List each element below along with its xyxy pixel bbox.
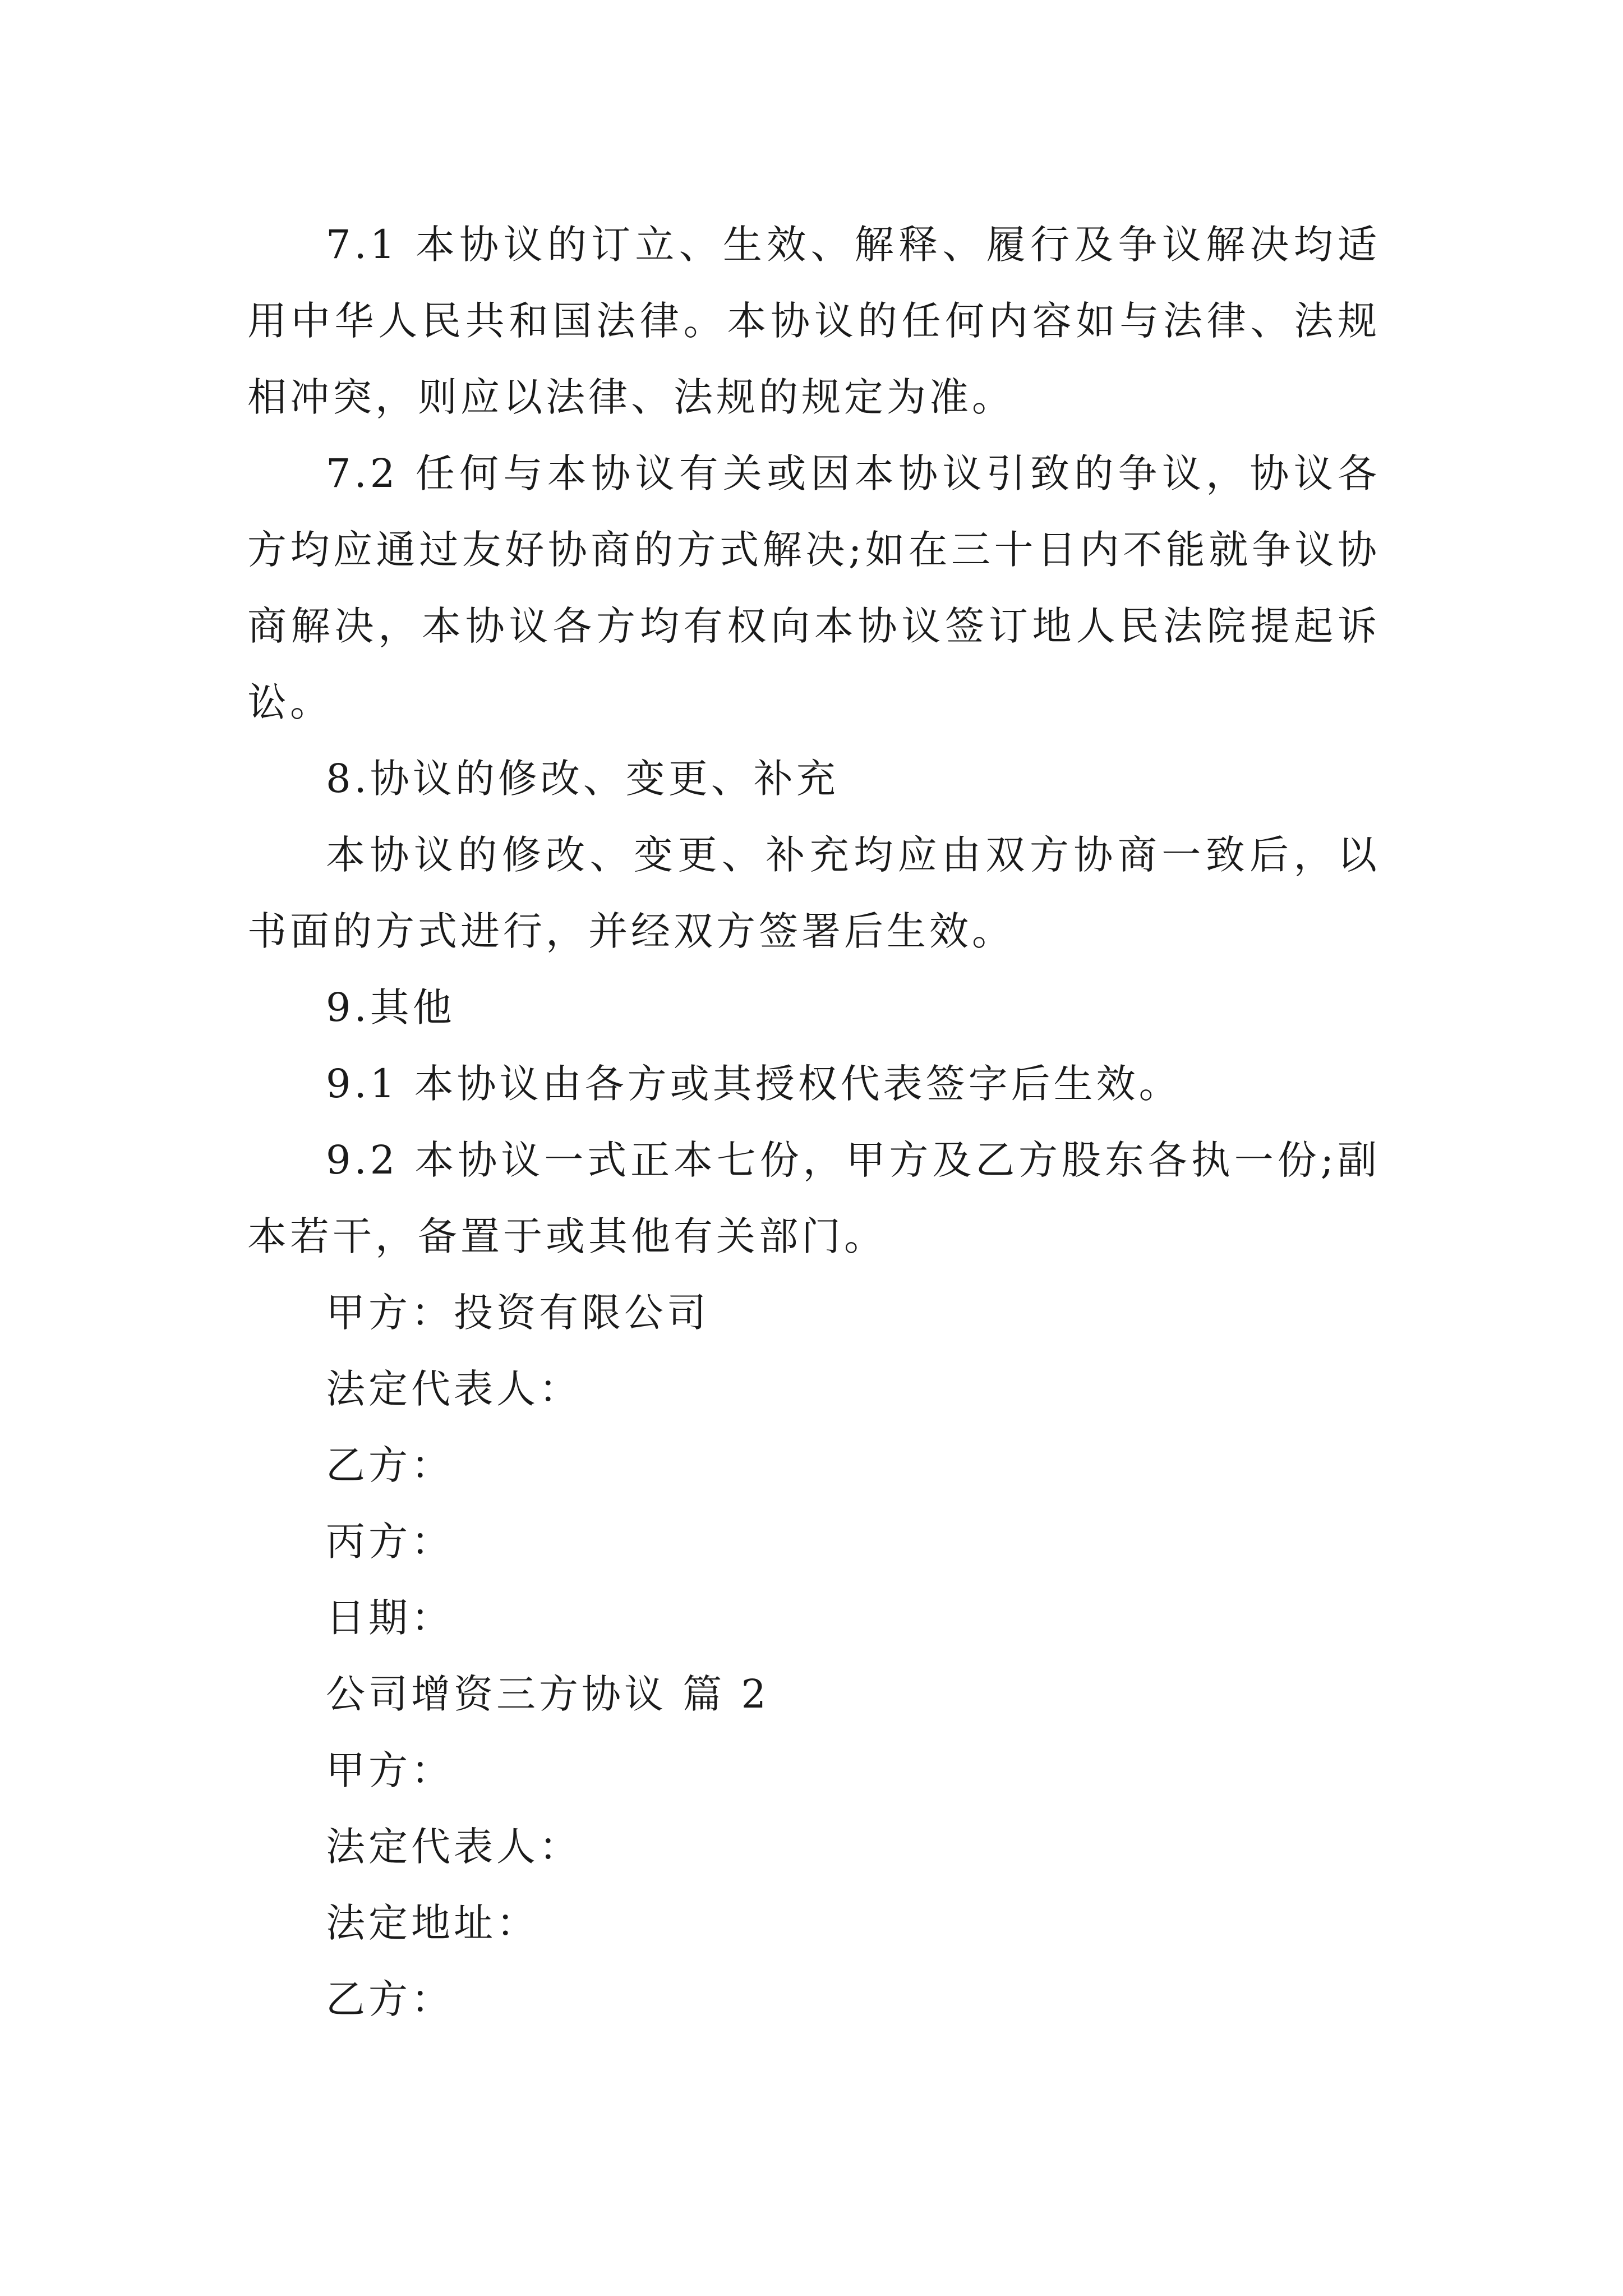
section-heading-8: 8.协议的修改、变更、补充 xyxy=(326,756,839,802)
legal-address-line: 法定地址： xyxy=(326,1900,539,1946)
document-body xyxy=(247,206,1380,2037)
clause-9-2: 9.2 本协议一式正本七份，甲方及乙方股东各执一份;副本若干，备置于或其他有关部门。 xyxy=(247,1137,1380,1259)
clause-7-2: 7.2 任何与本协议有关或因本协议引致的争议，协议各方均应通过友好协商的方式解决;如在三十日内不能就争议协商解决，本协议各方均有权向本协议签订地人民法院提起诉讼。 xyxy=(247,450,1380,725)
party-a-line-2: 甲方： xyxy=(326,1747,454,1793)
legal-representative-line: 法定代表人： xyxy=(326,1366,582,1412)
agreement-2-title: 公司增资三方协议 篇 2 xyxy=(326,1671,770,1717)
clause-8-body: 本协议的修改、变更、补充均应由双方协商一致后，以书面的方式进行，并经双方签署后生效。 xyxy=(247,832,1380,954)
clause-9-1: 9.1 本协议由各方或其授权代表签字后生效。 xyxy=(326,1061,1182,1107)
date-line: 日期： xyxy=(326,1595,454,1641)
section-heading-9: 9.其他 xyxy=(326,984,455,1030)
legal-representative-line-2: 法定代表人： xyxy=(326,1824,582,1870)
party-b-line: 乙方： xyxy=(326,1442,454,1488)
clause-7-1: 7.1 本协议的订立、生效、解释、履行及争议解决均适用中华人民共和国法律。本协议的任何内容如与法律、法规相冲突，则应以法律、法规的规定为准。 xyxy=(247,222,1380,420)
party-c-line: 丙方： xyxy=(326,1519,454,1565)
party-b-line-2: 乙方： xyxy=(326,1976,454,2022)
party-a-line: 甲方：投资有限公司 xyxy=(326,1290,709,1336)
